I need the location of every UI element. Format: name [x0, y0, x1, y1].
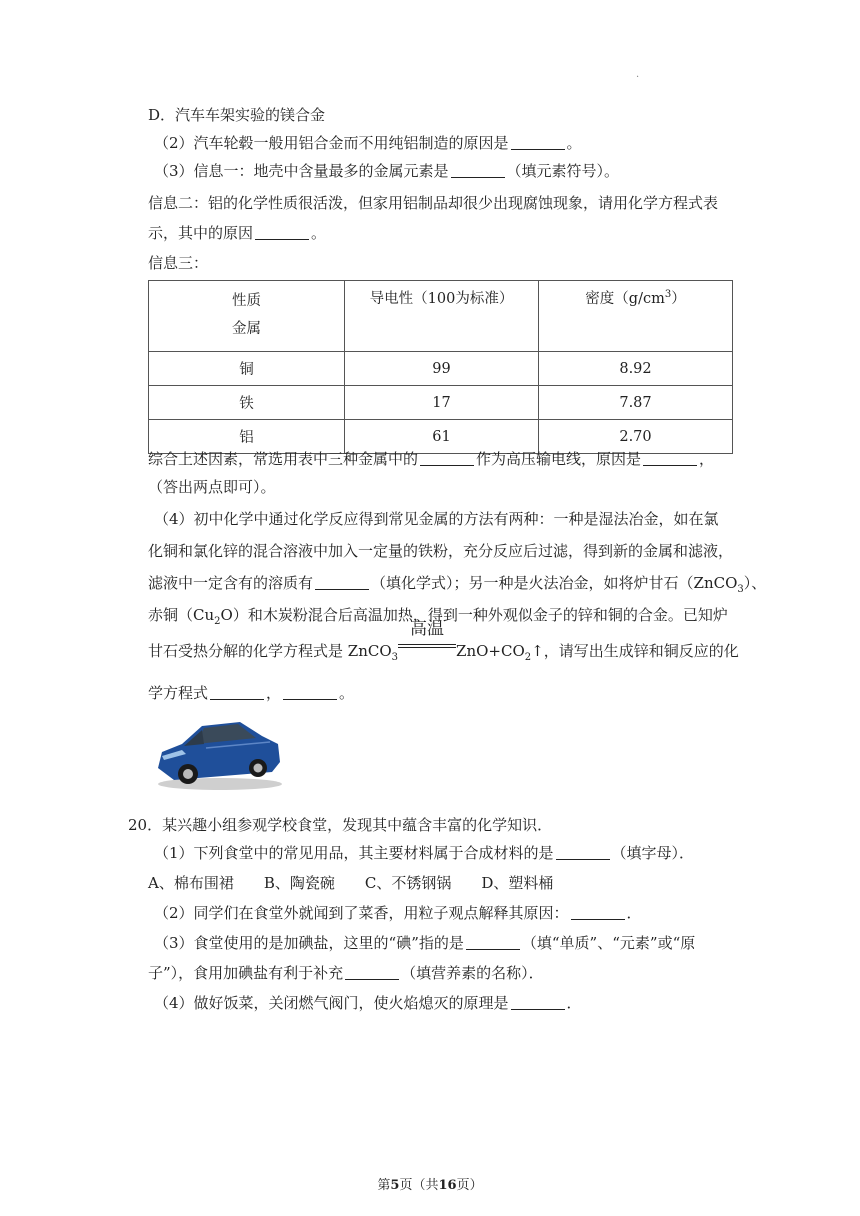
option-d-text: D．汽车车架实验的镁合金: [148, 106, 326, 124]
page-dot: ·: [636, 72, 640, 83]
q20-part3-text-a: （3）食堂使用的是加碘盐，这里的“碘”指的是: [154, 934, 464, 952]
q20-options-text: A、棉布围裙 B、陶瓷碗 C、不锈钢锅 D、塑料桶: [148, 874, 554, 892]
q19-part4-text-e1: 甘石受热分解的化学方程式是 ZnCO: [148, 642, 392, 660]
table-row: [149, 386, 733, 420]
q19-part4-text-c3: ）、: [743, 574, 767, 592]
q19-part3-text: （3）信息一：地壳中含量最多的金属元素是: [154, 162, 449, 180]
summary-text-b: （答出两点即可）。: [148, 478, 276, 496]
q19-part4-line3: [148, 572, 767, 595]
answer-blank[interactable]: [466, 933, 520, 950]
car-windshield: [184, 730, 204, 746]
cell-metal: 铁: [149, 386, 345, 420]
q19-part4-text-c1: 滤液中一定含有的溶质有: [148, 574, 314, 592]
q20-part2: [154, 902, 732, 924]
cell-conductivity: 61: [345, 420, 539, 454]
answer-blank[interactable]: [451, 161, 505, 178]
cell-density: 7.87: [539, 386, 733, 420]
q20-part3-text-a-end: （填“单质”、“元素”或“原: [521, 934, 696, 952]
q19-part4-line5: [148, 619, 739, 663]
info3-text: 信息三：: [148, 254, 209, 272]
header-density: [539, 281, 733, 352]
q20-stem: [128, 814, 732, 836]
answer-blank[interactable]: [571, 903, 625, 920]
header-conductivity-text: 导电性（100为标准）: [369, 291, 514, 307]
cell-conductivity: 99: [345, 352, 539, 386]
info2-text-a: 信息二：铝的化学性质很活泼，但家用铝制品却很少出现腐蚀现象，请用化学方程式表: [148, 194, 719, 212]
q20-part1-end: （填字母）．: [611, 844, 695, 862]
info2-text-b: 示，其中的原因: [148, 224, 254, 242]
q20-options: [148, 872, 732, 894]
footer-total-pages: 16: [438, 1178, 457, 1193]
cell-density: 8.92: [539, 352, 733, 386]
summary-line2: [148, 476, 732, 498]
answer-blank[interactable]: [255, 223, 309, 240]
q20-part2-text: （2）同学们在食堂外就闻到了菜香，用粒子观点解释其原因：: [154, 904, 569, 922]
summary-text-mid: 作为高压输电线，原因是: [476, 450, 642, 468]
table-header-row: [149, 281, 733, 352]
q19-part4-line1: [154, 508, 732, 530]
q19-part3: [154, 160, 732, 182]
q19-part4-text-f2: ，: [266, 684, 282, 702]
q20-part3-line2: [148, 962, 732, 984]
q19-part4-text-f1: 学方程式: [148, 684, 209, 702]
q19-part3-end: （填元素符号）。: [506, 162, 620, 180]
footer-suffix: 页）: [456, 1178, 483, 1193]
header-density-suffix: ）: [671, 291, 686, 307]
q19-part4-text-e2: ZnO+CO: [456, 642, 525, 660]
q19-part2: [154, 132, 732, 154]
reaction-condition: [398, 619, 456, 656]
table-header-corner: [149, 281, 345, 352]
subscript: 3: [391, 652, 399, 663]
summary-text-a: 综合上述因素，常选用表中三种金属中的: [148, 450, 419, 468]
equals-bar-top: [398, 644, 456, 645]
option-d: [148, 104, 732, 126]
answer-blank[interactable]: [283, 683, 337, 700]
answer-blank[interactable]: [643, 449, 697, 466]
answer-blank[interactable]: [315, 573, 369, 590]
answer-blank[interactable]: [420, 449, 474, 466]
answer-blank[interactable]: [511, 993, 565, 1010]
q20-part3-line1: [154, 932, 732, 954]
q19-part4-text-e3: ↑，请写出生成锌和铜反应的化: [531, 642, 739, 660]
info2-line2: [148, 222, 732, 244]
header-property: 性质: [232, 293, 261, 309]
cell-metal: 铝: [149, 420, 345, 454]
footer-page-number: 5: [390, 1178, 400, 1193]
car-front-rim: [183, 769, 193, 779]
q20-part4-text: （4）做好饭菜，关闭燃气阀门，使火焰熄灭的原理是: [154, 994, 509, 1012]
info2-end: 。: [311, 224, 327, 242]
reaction-condition-label: 高温: [410, 619, 445, 639]
q20-part3-text-b-end: （填营养素的名称）．: [401, 964, 544, 982]
q19-part2-end: 。: [566, 134, 582, 152]
header-density-sup: 3: [664, 289, 672, 301]
answer-blank[interactable]: [210, 683, 264, 700]
answer-blank[interactable]: [556, 843, 610, 860]
q19-part4-text-f3: 。: [339, 684, 355, 702]
q19-part4-text-b: 化铜和氯化锌的混合溶液中加入一定量的铁粉，充分反应后过滤，得到新的金属和滤液，: [148, 542, 734, 560]
blue-sedan-car-image: [152, 710, 284, 792]
header-conductivity: [345, 281, 539, 352]
header-metal: 金属: [232, 321, 261, 337]
header-density-text: 密度（g/cm: [585, 291, 665, 307]
q19-part2-text: （2）汽车轮毂一般用铝合金而不用纯铝制造的原因是: [154, 134, 509, 152]
info3-label: [148, 252, 732, 274]
page-footer: [0, 1174, 860, 1193]
q19-part4-line6: [148, 682, 732, 704]
info2-line1: [148, 192, 732, 214]
cell-density: 2.70: [539, 420, 733, 454]
summary-end: ，: [699, 450, 715, 468]
answer-blank[interactable]: [345, 963, 399, 980]
subscript: 2: [214, 616, 221, 627]
car-rear-rim: [254, 764, 263, 773]
q20-part2-end: ．: [626, 904, 642, 922]
car-shadow: [158, 778, 282, 790]
footer-prefix: 第: [377, 1178, 391, 1193]
q19-part4-text-c2: （填化学式）；另一种是火法冶金，如将炉甘石（ZnCO: [371, 574, 738, 592]
q19-part4-line2: [148, 540, 732, 562]
equals-bar-bottom: [398, 647, 456, 648]
q20-stem-text: 20．某兴趣小组参观学校食堂，发现其中蕴含丰富的化学知识．: [128, 816, 553, 834]
q19-part4-text-d2: O）和木炭粉混合后高温加热，得到一种外观似金子的锌和铜的合金。已知炉: [220, 606, 728, 624]
answer-blank[interactable]: [511, 133, 565, 150]
q20-part4: [154, 992, 732, 1014]
summary-line1: [148, 448, 732, 470]
metal-properties-table: [148, 280, 733, 454]
subscript: 3: [737, 584, 744, 595]
table-row: [149, 352, 733, 386]
footer-mid: 页（共: [399, 1178, 439, 1193]
q19-part4-text-a: （4）初中化学中通过化学反应得到常见金属的方法有两种：一种是湿法冶金，如在氯: [154, 510, 719, 528]
q20-part1: [154, 842, 732, 864]
q20-part1-text: （1）下列食堂中的常见用品，其主要材料属于合成材料的是: [154, 844, 554, 862]
q19-part4-text-d1: 赤铜（Cu: [148, 606, 215, 624]
subscript: 2: [524, 652, 532, 663]
q20-part3-text-b: 子”），食用加碘盐有利于补充: [148, 964, 344, 982]
cell-conductivity: 17: [345, 386, 539, 420]
q20-part4-end: ．: [566, 994, 582, 1012]
cell-metal: 铜: [149, 352, 345, 386]
